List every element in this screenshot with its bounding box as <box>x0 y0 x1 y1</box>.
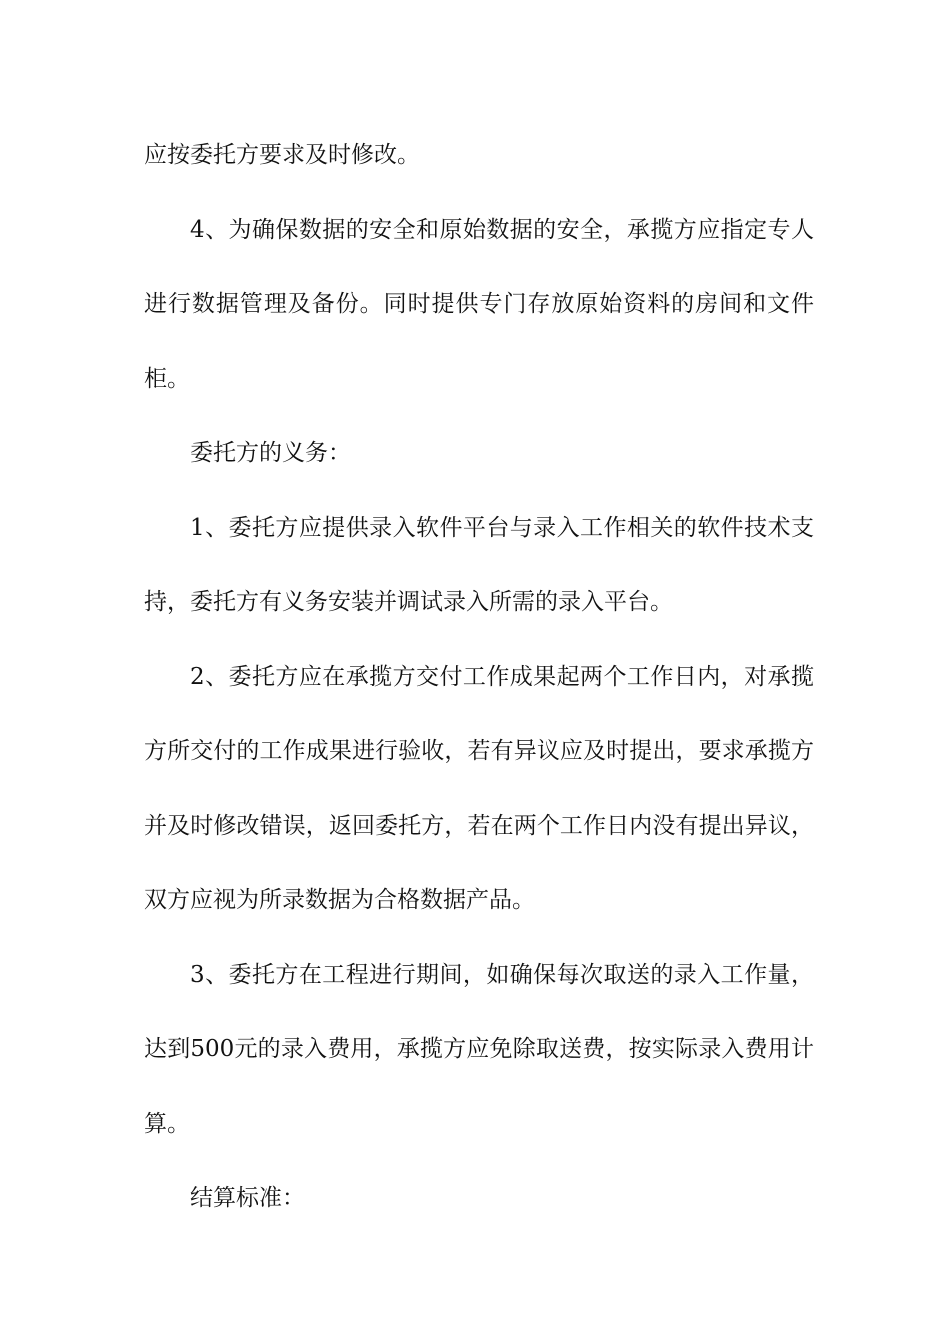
paragraph-item-1: 1、委托方应提供录入软件平台与录入工作相关的软件技术支持，委托方有义务安装并调试录入所需的录入平台。 <box>144 514 814 615</box>
paragraph-item-2: 2、委托方应在承揽方交付工作成果起两个工作日内，对承揽方所交付的工作成果进行验收，若有异议应及时提出，要求承揽方并及时修改错误，返回委托方，若在两个工作日内没有提出异议，双方应视为所录数据为合格数据产品。 <box>144 663 814 913</box>
document-body <box>144 118 814 1236</box>
section-heading-client-obligations: 委托方的义务： <box>190 440 351 466</box>
paragraph-item-3: 3、委托方在工程进行期间，如确保每次取送的录入工作量，达到500元的录入费用，承揽方应免除取送费，按实际录入费用计算。 <box>144 961 814 1137</box>
section-heading-settlement: 结算标准： <box>190 1185 305 1211</box>
paragraph-continuation: 应按委托方要求及时修改。 <box>144 142 420 168</box>
paragraph-item-4: 4、为确保数据的安全和原始数据的安全，承揽方应指定专人进行数据管理及备份。同时提供专门存放原始资料的房间和文件柜。 <box>144 216 814 392</box>
